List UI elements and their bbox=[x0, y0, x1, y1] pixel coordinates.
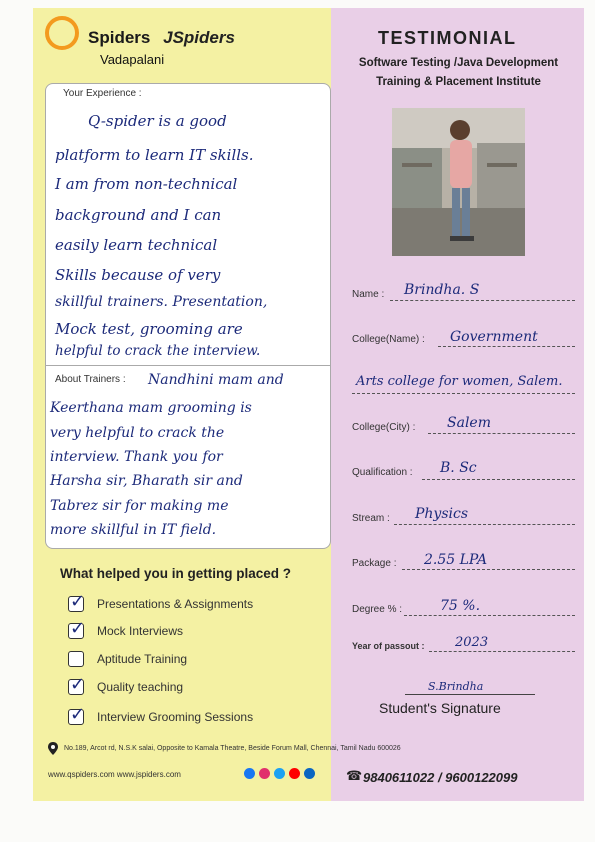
page-title: TESTIMONIAL bbox=[378, 28, 517, 48]
trainers-line: Keerthana mam grooming is bbox=[50, 400, 252, 416]
signature-label: Student's Signature bbox=[379, 700, 501, 716]
footer-websites[interactable]: www.qspiders.com www.jspiders.com bbox=[48, 770, 181, 779]
college-city-underline bbox=[428, 433, 575, 434]
helped-item-label: Quality teaching bbox=[97, 680, 184, 694]
card-divider-top bbox=[45, 365, 331, 366]
helped-item[interactable] bbox=[68, 620, 183, 642]
subtitle-line-2: Training & Placement Institute bbox=[376, 76, 541, 88]
instagram-icon[interactable] bbox=[259, 768, 270, 779]
experience-line: helpful to crack the interview. bbox=[55, 343, 261, 359]
brand-name bbox=[48, 28, 235, 48]
subtitle-line-1: Software Testing /Java Development bbox=[358, 57, 559, 69]
passout-underline bbox=[429, 651, 575, 652]
branch-name: Vadapalani bbox=[100, 52, 165, 67]
college-name-value: Government bbox=[450, 329, 538, 345]
name-label: Name : bbox=[352, 289, 385, 300]
signature-line bbox=[405, 694, 535, 695]
stream-label: Stream : bbox=[352, 513, 390, 524]
college-name-underline bbox=[438, 346, 575, 347]
checkbox[interactable] bbox=[68, 674, 86, 695]
trainers-label: About Trainers : bbox=[52, 374, 129, 385]
checkbox[interactable] bbox=[68, 704, 86, 725]
college-name-value-2: Arts college for women, Salem. bbox=[356, 374, 563, 389]
checkbox[interactable] bbox=[68, 591, 86, 612]
experience-line: Mock test, grooming are bbox=[55, 320, 243, 338]
qualification-underline bbox=[422, 479, 575, 480]
footer-address: No.189, Arcot rd, N.S.K salai, Opposite to Kamala Theatre, Beside Forum Mall, Chennai, Tamil Nadu 600026 bbox=[64, 745, 401, 752]
college-name-label: College(Name) : bbox=[352, 334, 425, 345]
experience-line: Skills because of very bbox=[55, 266, 221, 284]
brand-jspiders-j: J bbox=[163, 28, 173, 47]
twitter-icon[interactable] bbox=[274, 768, 285, 779]
degree-label: Degree % : bbox=[352, 604, 403, 615]
trainers-line: Nandhini mam and bbox=[148, 372, 284, 388]
brand-jspiders: Spiders bbox=[172, 28, 235, 47]
stream-underline bbox=[394, 524, 575, 525]
footer-phone-numbers[interactable]: 9840611022 / 9600122099 bbox=[363, 770, 518, 785]
helped-item-label: Aptitude Training bbox=[97, 652, 188, 666]
trainers-line: Tabrez sir for making me bbox=[50, 498, 229, 514]
trainers-line: more skillful in IT field. bbox=[50, 522, 217, 538]
student-photo-image bbox=[392, 108, 525, 256]
degree-underline bbox=[404, 615, 575, 616]
helped-item-label: Interview Grooming Sessions bbox=[97, 710, 254, 724]
brand-qspiders: Spiders bbox=[88, 28, 151, 47]
name-value: Brindha. S bbox=[404, 282, 480, 298]
trainers-line: Harsha sir, Bharath sir and bbox=[50, 473, 243, 489]
college-name-underline-2 bbox=[352, 393, 575, 394]
name-underline bbox=[390, 300, 575, 301]
passout-label: Year of passout : bbox=[352, 641, 425, 651]
package-value: 2.55 LPA bbox=[424, 552, 488, 568]
experience-label: Your Experience : bbox=[60, 88, 145, 99]
package-label: Package : bbox=[352, 558, 397, 569]
phone-icon: ☎ bbox=[346, 768, 363, 783]
helped-item-label: Presentations & Assignments bbox=[97, 597, 254, 611]
trainers-line: very helpful to crack the bbox=[50, 425, 225, 441]
location-pin-icon bbox=[48, 742, 58, 755]
student-photo bbox=[392, 108, 525, 256]
helped-item[interactable] bbox=[68, 648, 187, 670]
helped-section-title: What helped you in getting placed ? bbox=[60, 566, 292, 581]
experience-line: I am from non-technical bbox=[55, 175, 238, 193]
checkmark-icon: ✓ bbox=[70, 704, 86, 725]
helped-item[interactable] bbox=[68, 593, 253, 615]
checkbox[interactable] bbox=[68, 618, 86, 639]
signature-image: S.Brindha bbox=[428, 680, 484, 693]
trainers-line: interview. Thank you for bbox=[50, 449, 223, 465]
college-city-label: College(City) : bbox=[352, 422, 416, 433]
helped-item[interactable] bbox=[68, 676, 183, 698]
checkbox[interactable] bbox=[68, 651, 84, 667]
checkmark-icon: ✓ bbox=[70, 674, 86, 695]
experience-line: platform to learn IT skills. bbox=[55, 146, 254, 164]
qualification-label: Qualification : bbox=[352, 467, 413, 478]
passout-value: 2023 bbox=[455, 635, 489, 650]
helped-item-label: Mock Interviews bbox=[97, 624, 184, 638]
experience-line: background and I can bbox=[55, 206, 222, 224]
package-underline bbox=[402, 569, 575, 570]
college-city-value: Salem bbox=[447, 415, 491, 431]
checkmark-icon: ✓ bbox=[70, 591, 86, 612]
degree-value: 75 %. bbox=[440, 598, 481, 614]
helped-item[interactable] bbox=[68, 706, 253, 728]
experience-line: easily learn technical bbox=[55, 236, 218, 254]
youtube-icon[interactable] bbox=[289, 768, 300, 779]
facebook-icon[interactable] bbox=[244, 768, 255, 779]
experience-line: Q-spider is a good bbox=[88, 112, 227, 130]
experience-line: skillful trainers. Presentation, bbox=[55, 294, 268, 310]
linkedin-icon[interactable] bbox=[304, 768, 315, 779]
checkmark-icon: ✓ bbox=[70, 618, 86, 639]
stream-value: Physics bbox=[415, 506, 469, 522]
qualification-value: B. Sc bbox=[440, 460, 477, 476]
